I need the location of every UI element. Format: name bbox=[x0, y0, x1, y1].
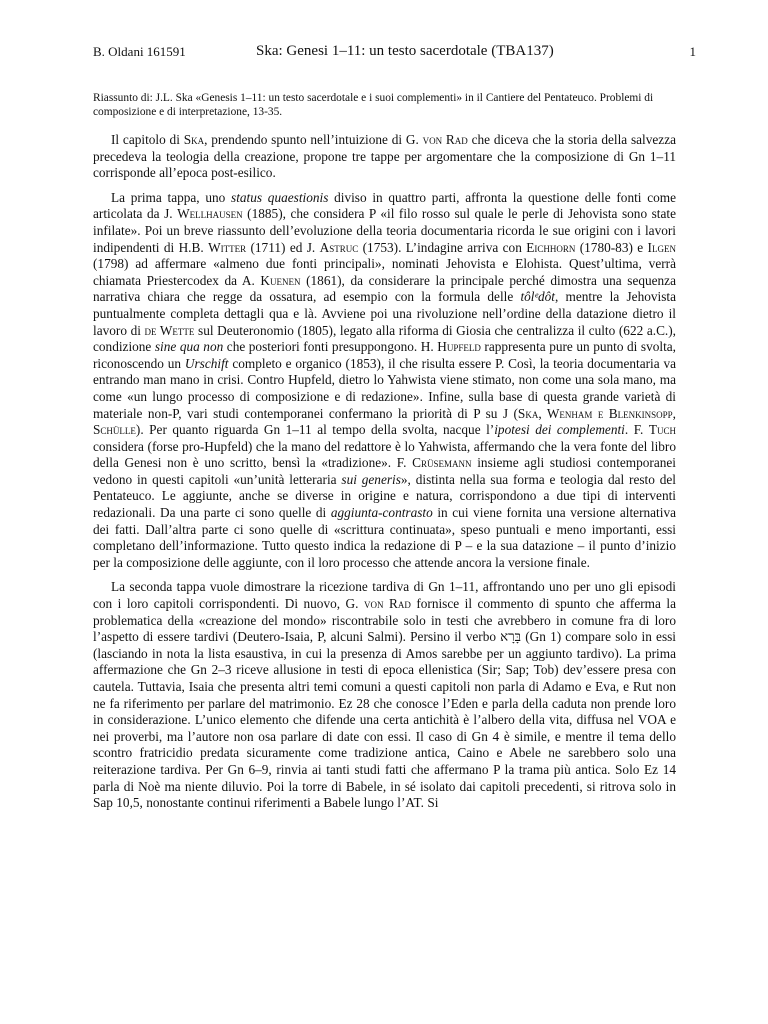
italic-term: aggiunta-contrasto bbox=[330, 505, 433, 521]
author-name: Ska, Wenham e Blenkinsopp, Schülle bbox=[93, 405, 676, 438]
text-run: La prima tappa, uno bbox=[111, 189, 232, 205]
author-name: Tuch bbox=[648, 422, 676, 438]
italic-term: ipotesi dei complementi bbox=[494, 422, 625, 438]
text-run: (1753). L’indagine arriva con bbox=[358, 239, 527, 255]
text-run: ). Per quanto riguarda Gn 1–11 al tempo della svolta, nacque l’ bbox=[135, 422, 495, 438]
text-run: (1798) ad affermare «almeno due fonti principali», nominati Jehovista e Elohista. Quest’ultima, verrà chiamata Priestercodex da A. bbox=[93, 256, 676, 288]
text-run: (1780-83) e bbox=[575, 239, 648, 255]
italic-term: tôlᵉdôt bbox=[520, 289, 555, 305]
text-run: . F. bbox=[624, 422, 649, 438]
text-run: (1861), da considerare la principale perché dimostra una sequenza narrativa chiara che regge da ossatura, ad esempio con la formula delle bbox=[93, 272, 676, 305]
text-run: , mentre la Jehovista puntualmente completa dettagli qua e là. Avviene poi una rivoluzione nell’ordine della datazione dietro il lavoro di bbox=[93, 289, 676, 338]
italic-term: Urschift bbox=[184, 355, 229, 371]
author-name: Ilgen bbox=[647, 239, 676, 255]
author-name: de Wette bbox=[144, 322, 195, 338]
body-text bbox=[93, 132, 676, 820]
author-name: Kuenen bbox=[260, 272, 301, 288]
author-id: B. Oldani 161591 bbox=[93, 44, 186, 59]
text-run: fornisce il commento di spunto che afferma la problematica della «creazione del mondo» riscontrabile solo in testi che avrebbero in comune fra di loro l’aspetto di essere tardivi (Deutero-Isaia, P, alcuni Salmi). Persino il verbo בָּרָא (Gn 1) compare solo in essi (lasciando in nota la lista esaustiva, in cui la presenza di Amos sarebbe per un aggiunto tardivo). La prima affermazione che Gn 2–3 riceve allusione in testi di epoca ellenistica (Sir; Sap; Tob) dev’essere presa con cautela. Tuttavia, Isaia che presenta altri temi comuni a questi capitoli non parla di Adamo e Eva, e Rut non ne fa riferimento per parlare del matrimonio. Ez 28 che conosce l’Eden e parla della caduta non prende loro in considerazione. L’unico elemento che difende una certa antichità è l’albero della vita, diffusa nel VOA e nei proverbi, ma l’autore non osa parlare di date con essi. Il caso di Gn 4 è simile, e mentre il tema dello scontro fratricidio predata sicuramente come tradizione antica, Caino e Abele ne sarebbero solo una reiterazione tardiva. Per Gn 6–9, rinvia ai tanti studi fatti che affermano P la trama più antica. Solo Ez 14 parla di Noè ma niente diluvio. Poi la torre di Babele, in sé isolato dai capitoli precedenti, si ritrova solo in Sap 10,5, nonostante continui riferimenti a Babele lungo l’AT. Si bbox=[93, 596, 676, 811]
text-run: La seconda tappa vuole dimostrare la ricezione tardiva di Gn 1–11, affrontando uno per uno gli episodi con i loro capitoli corrispondenti. Di nuovo, G. bbox=[93, 579, 676, 612]
author-name: Witter bbox=[208, 239, 247, 255]
source-citation: Riassunto di: J.L. Ska «Genesis 1–11: un testo sacerdotale e i suoi complementi» in il Cantiere del Pentateuco. Problemi di composizione e di interpretazione, 13-35. bbox=[93, 92, 654, 118]
text-run: rappresenta pure un punto di svolta, riconoscendo un bbox=[93, 339, 676, 371]
author-name: Wellhausen bbox=[177, 206, 243, 222]
author-name: von Rad bbox=[363, 596, 411, 612]
text-run: », distinta nella sua forma e teologia dal resto del Pentateuco. Le aggiunte, anche se diverse in origine e natura, corrispondono a due tipi di interventi redazionali. Da una parte ci sono quelle di bbox=[93, 471, 676, 521]
paragraph-intro bbox=[93, 132, 676, 182]
text-run: in cui viene fornita una versione alternativa dei fatti. Dall’altra parte ci sono quelle di «scrittura continuata», speso puntuali e meno importanti, essi completano dell’informazione. Tutto questo indica la redazione di P – e la sua datazione – il punto d’inizio per la composizione delle aggiunte, con il loro processo che attende ancora la versione finale. bbox=[93, 505, 676, 570]
italic-term: sine qua non bbox=[154, 339, 224, 355]
author-name: Crüsemann bbox=[412, 455, 472, 471]
paragraph-second-stage bbox=[93, 579, 676, 811]
italic-term: sui generis bbox=[341, 471, 401, 487]
italic-term: status quaestionis bbox=[231, 189, 329, 205]
author-name: Astruc bbox=[319, 239, 359, 255]
author-name: Eichhorn bbox=[526, 239, 576, 255]
paragraph-first-stage bbox=[93, 190, 676, 572]
text-run: (1711) ed J. bbox=[246, 239, 320, 255]
author-name: Hupfeld bbox=[437, 339, 481, 355]
text-run: Il capitolo di bbox=[111, 132, 184, 147]
text-run: insieme agli studiosi contemporanei vedono in questi capitoli «un’unità letteraria bbox=[93, 455, 676, 487]
text-run: sul Deuteronomio (1805), legato alla riforma di Giosia che centralizza il culto (622 a.C.), condizione bbox=[93, 322, 677, 355]
author-name: Ska bbox=[183, 132, 205, 147]
text-run: (1885), che considera P «il filo rosso sul quale le perle di Jehovista sono state infilate». Poi un breve riassunto dell’evoluzione della teoria documentaria ricorda le sue origini con i lavori indipendenti di H.B. bbox=[93, 206, 676, 255]
text-run: diviso in quattro parti, affronta la questione delle fonti come articolata da J. bbox=[93, 189, 677, 222]
running-title: Ska: Genesi 1–11: un testo sacerdotale (TBA137) bbox=[256, 43, 554, 59]
page-number: 1 bbox=[689, 44, 696, 59]
text-run: che diceva che la storia della salvezza precedeva la teologia della creazione, propone tre tappe per argomentare che la composizione di Gn 1–11 corrisponde all’epoca post-esilico. bbox=[93, 132, 676, 181]
author-name: von Rad bbox=[422, 132, 468, 147]
text-run: completo e organico (1853), il che risulta essere P. Così, la teoria documentaria va entrando man mano in crisi. Contro Hupfeld, dietro lo Yahwista viene stimato, non come una sola mano, ma come «un lungo processo di composizione e di redazione». Infine, sulla base di questa grande varietà di materiale non-P, vari studi contemporanei confermano la priorità di P su J ( bbox=[93, 355, 677, 421]
text-run: , prendendo spunto nell’intuizione di G. bbox=[204, 132, 423, 147]
text-run: considera (forse pro-Hupfeld) che la mano del redattore è lo Yahwista, affermando che la vera fonte del libro della Genesi non è uno scritto, bensì la «tradizione». F. bbox=[93, 438, 676, 471]
text-run: che posteriori fonti presuppongono. H. bbox=[223, 339, 438, 355]
